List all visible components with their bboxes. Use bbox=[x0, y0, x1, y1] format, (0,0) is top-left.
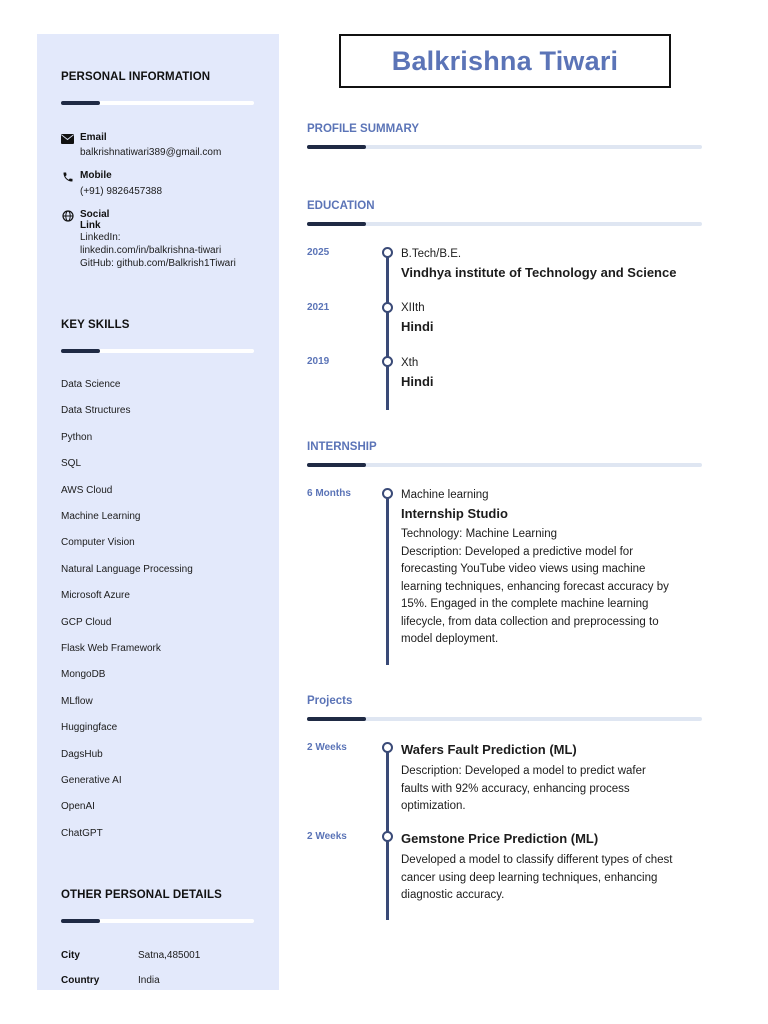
timeline-dot bbox=[382, 488, 393, 499]
mobile-value: (+91) 9826457388 bbox=[80, 186, 163, 197]
education-degree: B.Tech/B.E. bbox=[401, 248, 462, 260]
internship-description-line: model deployment. bbox=[401, 633, 499, 645]
internship-description-line: learning techniques, enhancing forecast accuracy by bbox=[401, 580, 669, 593]
education-heading: EDUCATION bbox=[307, 200, 375, 212]
timeline-dot bbox=[382, 247, 393, 258]
projects-heading: Projects bbox=[307, 695, 353, 707]
internship-duration: 6 Months bbox=[307, 488, 351, 499]
skill-item: Natural Language Processing bbox=[61, 563, 193, 575]
skill-item: Machine Learning bbox=[61, 511, 141, 522]
project-description-line: diagnostic accuracy. bbox=[401, 889, 505, 901]
skill-item: Python bbox=[61, 431, 93, 443]
profile-summary-divider bbox=[307, 145, 702, 149]
sidebar bbox=[37, 34, 279, 990]
email-label: Email bbox=[80, 132, 107, 143]
mobile-block bbox=[61, 170, 261, 198]
project-name: Wafers Fault Prediction (ML) bbox=[401, 742, 577, 757]
internship-timeline bbox=[386, 493, 389, 665]
education-year: 2019 bbox=[307, 356, 330, 367]
other-details-heading: OTHER PERSONAL DETAILS bbox=[61, 889, 222, 901]
timeline-dot bbox=[382, 302, 393, 313]
internship-description-line: Description: Developed a predictive model for bbox=[401, 545, 634, 558]
skill-item: AWS Cloud bbox=[61, 484, 113, 496]
social-block bbox=[61, 209, 261, 270]
mobile-label: Mobile bbox=[80, 170, 112, 181]
timeline-dot bbox=[382, 356, 393, 367]
skill-item: OpenAI bbox=[61, 801, 95, 813]
email-block bbox=[61, 132, 261, 159]
education-school: Hindi bbox=[401, 319, 434, 334]
education-entry bbox=[401, 247, 706, 281]
project-description-line: faults with 92% accuracy, enhancing process bbox=[401, 782, 630, 795]
project-duration: 2 Weeks bbox=[307, 831, 347, 842]
email-value[interactable]: balkrishnatiwari389@gmail.com bbox=[80, 147, 222, 158]
globe-icon bbox=[61, 210, 74, 221]
key-skills-heading: KEY SKILLS bbox=[61, 319, 130, 331]
project-name: Gemstone Price Prediction (ML) bbox=[401, 831, 599, 846]
skill-item: Huggingface bbox=[61, 722, 118, 734]
timeline-dot bbox=[382, 831, 393, 842]
skill-item: DagsHub bbox=[61, 748, 103, 760]
education-year: 2025 bbox=[307, 247, 330, 258]
personal-info-heading: PERSONAL INFORMATION bbox=[61, 71, 211, 83]
project-duration: 2 Weeks bbox=[307, 742, 347, 753]
education-entry bbox=[401, 356, 706, 390]
linkedin-label: LinkedIn: bbox=[80, 232, 121, 243]
education-school: Hindi bbox=[401, 374, 434, 389]
skill-item: Generative AI bbox=[61, 775, 122, 786]
city-label: City bbox=[61, 950, 80, 961]
skill-item: SQL bbox=[61, 458, 82, 470]
personal-info-divider bbox=[61, 101, 254, 105]
education-entry bbox=[401, 301, 706, 335]
skill-item: MLflow bbox=[61, 695, 93, 707]
internship-description-line: lifecycle, from data collection and preprocessing to bbox=[401, 615, 659, 628]
education-divider bbox=[307, 222, 702, 226]
city-value: Satna,485001 bbox=[138, 950, 201, 961]
skill-item: Data Science bbox=[61, 379, 121, 390]
internship-entry bbox=[401, 488, 706, 649]
internship-role: Machine learning bbox=[401, 489, 489, 501]
education-degree: XIIth bbox=[401, 302, 425, 314]
github-link[interactable]: GitHub: github.com/Balkrish1Tiwari bbox=[80, 258, 236, 269]
skill-item: Computer Vision bbox=[61, 537, 135, 549]
key-skills-divider bbox=[61, 349, 254, 353]
project-description-line: optimization. bbox=[401, 800, 466, 812]
skill-item: GCP Cloud bbox=[61, 616, 112, 628]
project-description-line: Developed a model to classify different types of chest bbox=[401, 854, 673, 866]
internship-description-line: 15%. Engaged in the complete machine learning bbox=[401, 598, 649, 610]
phone-icon bbox=[61, 171, 74, 182]
skill-item: ChatGPT bbox=[61, 827, 103, 839]
project-entry bbox=[401, 741, 706, 816]
country-value: India bbox=[138, 975, 160, 986]
other-details-divider bbox=[61, 919, 254, 923]
internship-divider bbox=[307, 463, 702, 467]
project-description-line: Description: Developed a model to predict wafer bbox=[401, 765, 646, 777]
social-label-1: Social bbox=[80, 209, 110, 220]
project-description-line: cancer using deep learning techniques, enhancing bbox=[401, 871, 658, 884]
internship-description-line: forecasting YouTube video views using machine bbox=[401, 563, 646, 575]
skill-item: Data Structures bbox=[61, 405, 131, 417]
education-timeline bbox=[386, 252, 389, 410]
timeline-dot bbox=[382, 742, 393, 753]
name-header bbox=[339, 34, 671, 88]
skill-item: MongoDB bbox=[61, 669, 106, 681]
project-entry bbox=[401, 830, 706, 905]
internship-heading: INTERNSHIP bbox=[307, 441, 377, 453]
projects-divider bbox=[307, 717, 702, 721]
skill-item: Flask Web Framework bbox=[61, 643, 161, 654]
education-school: Vindhya institute of Technology and Science bbox=[401, 265, 677, 280]
country-label: Country bbox=[61, 975, 100, 986]
internship-company: Internship Studio bbox=[401, 506, 508, 521]
profile-summary-heading: PROFILE SUMMARY bbox=[307, 123, 420, 135]
email-icon bbox=[61, 133, 74, 144]
candidate-name: Balkrishna Tiwari bbox=[391, 45, 619, 76]
education-degree: Xth bbox=[401, 357, 419, 369]
skill-item: Microsoft Azure bbox=[61, 590, 130, 602]
education-year: 2021 bbox=[307, 302, 330, 313]
internship-technology: Technology: Machine Learning bbox=[401, 528, 557, 540]
social-label-2: Link bbox=[80, 220, 101, 231]
linkedin-link[interactable]: linkedin.com/in/balkrishna-tiwari bbox=[80, 245, 222, 256]
